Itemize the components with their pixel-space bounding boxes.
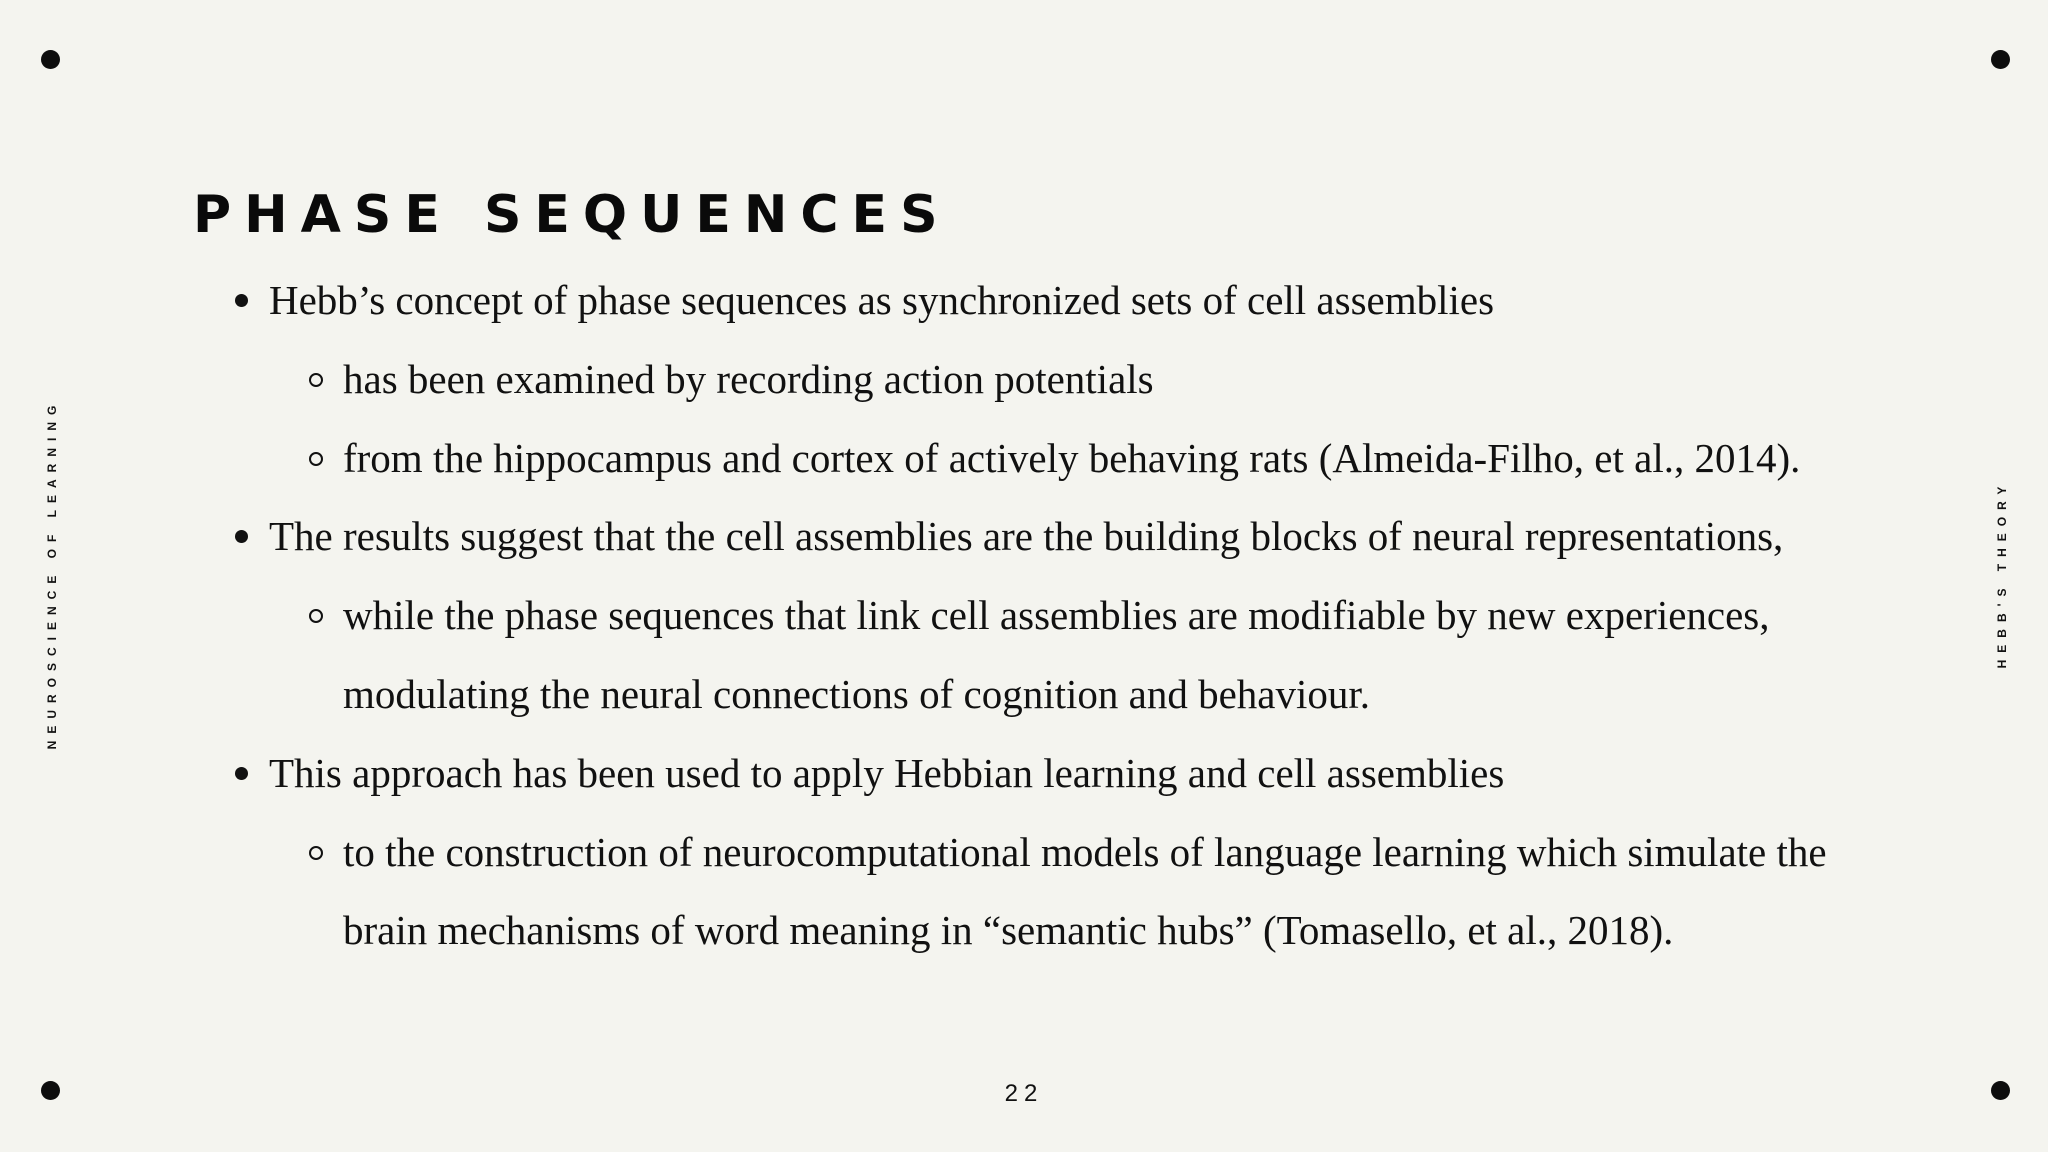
bullet-list bbox=[0, 261, 2048, 970]
bullet-ring-icon bbox=[309, 846, 323, 860]
sub-bullet-text: while the phase sequences that link cell assemblies are modifiable by new experiences, bbox=[343, 592, 1770, 639]
bullet-ring-icon bbox=[309, 609, 323, 623]
sub-bullet-item bbox=[0, 576, 2048, 655]
sub-bullet-item bbox=[0, 419, 2048, 498]
sub-bullet-text: has been examined by recording action potentials bbox=[343, 355, 1154, 402]
sub-bullet-text: brain mechanisms of word meaning in “semantic hubs” (Tomasello, et al., 2018). bbox=[343, 907, 1674, 954]
corner-dot-bottom-left bbox=[41, 1081, 60, 1100]
sub-bullet-text: to the construction of neurocomputational models of language learning which simulate the bbox=[343, 828, 1827, 875]
sub-bullet-item bbox=[0, 813, 2048, 892]
sub-bullet-continuation bbox=[0, 655, 2048, 734]
bullet-dot-icon bbox=[235, 294, 248, 307]
bullet-item bbox=[0, 261, 2048, 340]
sub-bullet-text: from the hippocampus and cortex of actively behaving rats (Almeida-Filho, et al., 2014). bbox=[343, 434, 1801, 481]
bullet-item bbox=[0, 734, 2048, 813]
side-label-right: HEBB'S THEORY bbox=[1995, 479, 2009, 669]
bullet-dot-icon bbox=[235, 530, 248, 543]
bullet-item bbox=[0, 497, 2048, 576]
sub-bullet-item bbox=[0, 340, 2048, 419]
bullet-text: This approach has been used to apply Hebbian learning and cell assemblies bbox=[269, 749, 1505, 796]
sub-bullet-continuation bbox=[0, 891, 2048, 970]
bullet-ring-icon bbox=[309, 452, 323, 466]
corner-dot-bottom-right bbox=[1991, 1081, 2010, 1100]
corner-dot-top-right bbox=[1991, 50, 2010, 69]
bullet-text: The results suggest that the cell assemblies are the building blocks of neural representations, bbox=[269, 513, 1784, 560]
slide-title: PHASE SEQUENCES bbox=[193, 185, 951, 245]
side-label-left: NEUROSCIENCE OF LEARNING bbox=[45, 398, 59, 750]
bullet-dot-icon bbox=[235, 767, 248, 780]
sub-bullet-text: modulating the neural connections of cognition and behaviour. bbox=[343, 670, 1371, 717]
bullet-text: Hebb’s concept of phase sequences as synchronized sets of cell assemblies bbox=[269, 277, 1495, 323]
bullet-ring-icon bbox=[309, 373, 323, 387]
page-number: 22 bbox=[1004, 1080, 1044, 1107]
corner-dot-top-left bbox=[41, 50, 60, 69]
